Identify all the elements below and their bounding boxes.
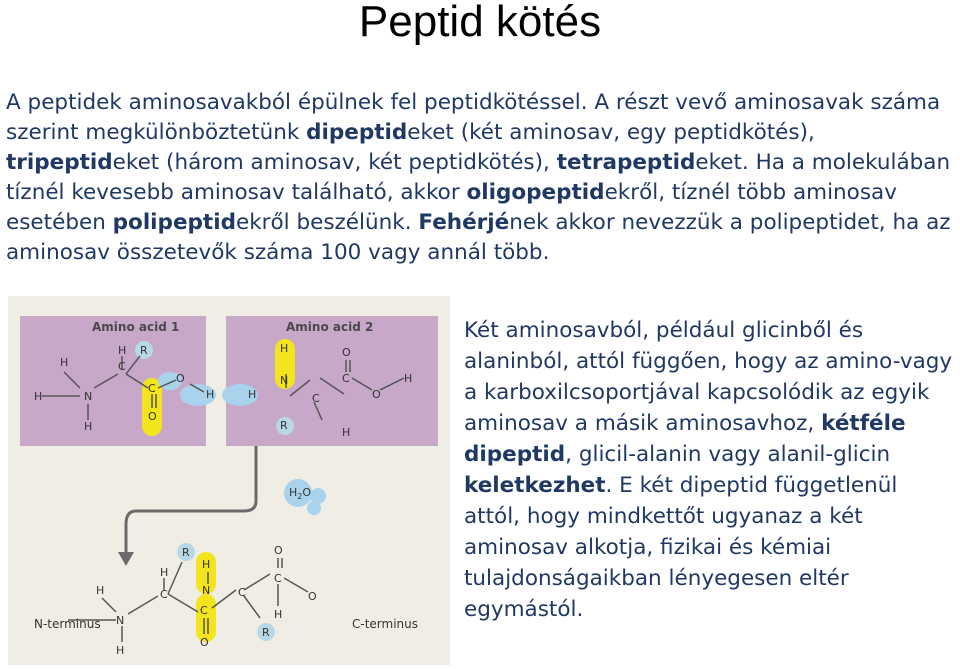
- bond-highlight: [196, 594, 216, 642]
- svg-text:H: H: [60, 356, 69, 369]
- svg-text:R: R: [262, 626, 270, 639]
- svg-text:H: H: [206, 388, 215, 401]
- term-tetrapeptid: tetrapeptid: [556, 150, 696, 175]
- svg-text:H: H: [280, 342, 289, 355]
- intro-text: A peptidek aminosavakból épülnek fel peptidkötéssel. A részt vevő aminosavak száma szerint megkülönböztetünk: [6, 90, 941, 145]
- intro-text: eket. Ha a molekulában tíznél kevesebb aminosav található, akkor: [6, 150, 951, 205]
- svg-text:H: H: [96, 584, 105, 597]
- svg-text:C: C: [148, 382, 156, 395]
- intro-paragraph: [6, 88, 954, 268]
- n-terminus-label: N-terminus: [34, 617, 101, 631]
- svg-text:R: R: [280, 419, 288, 432]
- svg-text:H: H: [34, 390, 43, 403]
- svg-text:C: C: [312, 392, 320, 405]
- intro-text: nek akkor nevezzük a polipeptidet, ha az aminosav összetevők száma 100 vagy annál több.: [6, 210, 951, 265]
- intro-text: eket (két aminosav, egy peptidkötés),: [407, 120, 815, 145]
- peptid-bond-figure: [8, 296, 450, 665]
- term-keletkezhet: keletkezhet: [464, 473, 606, 498]
- term-ketfele-dipeptid: kétféle dipeptid: [464, 411, 906, 467]
- svg-text:H: H: [116, 644, 125, 657]
- side-text: , glicil-alanin vagy alanil-glicin: [565, 442, 891, 467]
- svg-text:R: R: [182, 546, 190, 559]
- svg-text:H: H: [274, 608, 283, 621]
- svg-text:N: N: [84, 390, 93, 403]
- svg-text:H: H: [118, 344, 127, 357]
- svg-text:C: C: [118, 360, 126, 373]
- intro-text: eket (három aminosav, két peptidkötés),: [112, 150, 557, 175]
- term-polipeptid: polipeptid: [112, 210, 236, 235]
- peptid-bond-diagram: [8, 296, 450, 665]
- term-tripeptid: tripeptid: [6, 150, 113, 175]
- amino-acid-2-label: Amino acid 2: [286, 320, 374, 334]
- intro-text: ekről beszélünk.: [235, 210, 419, 235]
- svg-text:O: O: [200, 636, 209, 649]
- svg-text:O: O: [148, 410, 157, 423]
- amino-acid-1-label: Amino acid 1: [92, 320, 180, 334]
- svg-text:C: C: [200, 604, 208, 617]
- svg-text:C: C: [160, 588, 168, 601]
- svg-text:H: H: [404, 372, 413, 385]
- svg-text:O: O: [372, 388, 381, 401]
- intro-text: ekről, tíznél több aminosav esetében: [6, 180, 897, 235]
- water-label: $H_2O$: [289, 486, 312, 501]
- svg-text:O: O: [308, 590, 317, 603]
- svg-text:H: H: [202, 558, 211, 571]
- svg-text:C: C: [274, 572, 282, 585]
- term-oligopeptid: oligopeptid: [466, 180, 605, 205]
- svg-text:R: R: [140, 344, 148, 357]
- svg-text:C: C: [342, 372, 350, 385]
- side-text: . E két dipeptid függetlenül attól, hogy mindkettőt ugyanaz a két aminosav alkotja, fizikai és kémiai tulajdonságaikban lényegesen eltér egymástól.: [464, 473, 898, 622]
- svg-text:N: N: [202, 584, 211, 597]
- svg-text:N: N: [116, 614, 125, 627]
- svg-text:O: O: [274, 544, 283, 557]
- term-dipeptid: dipeptid: [306, 120, 408, 145]
- svg-text:H: H: [248, 388, 257, 401]
- svg-text:H: H: [342, 426, 351, 439]
- svg-text:C: C: [238, 586, 246, 599]
- svg-text:O: O: [342, 346, 351, 359]
- svg-text:H: H: [84, 420, 93, 433]
- side-paragraph: [464, 315, 960, 625]
- term-feherje: Fehérjé: [418, 210, 510, 235]
- svg-text:H: H: [160, 566, 169, 579]
- svg-text:N: N: [280, 374, 289, 387]
- svg-text:O: O: [176, 372, 185, 385]
- page-title: Peptid kötés: [358, 0, 602, 46]
- side-text: Két aminosavból, például glicinből és alaninból, attól függően, hogy az amino-vagy a karboxilcsoportjával kapcsolódik az egyik aminosav a másik aminosavhoz,: [464, 318, 953, 436]
- c-terminus-label: C-terminus: [352, 617, 419, 631]
